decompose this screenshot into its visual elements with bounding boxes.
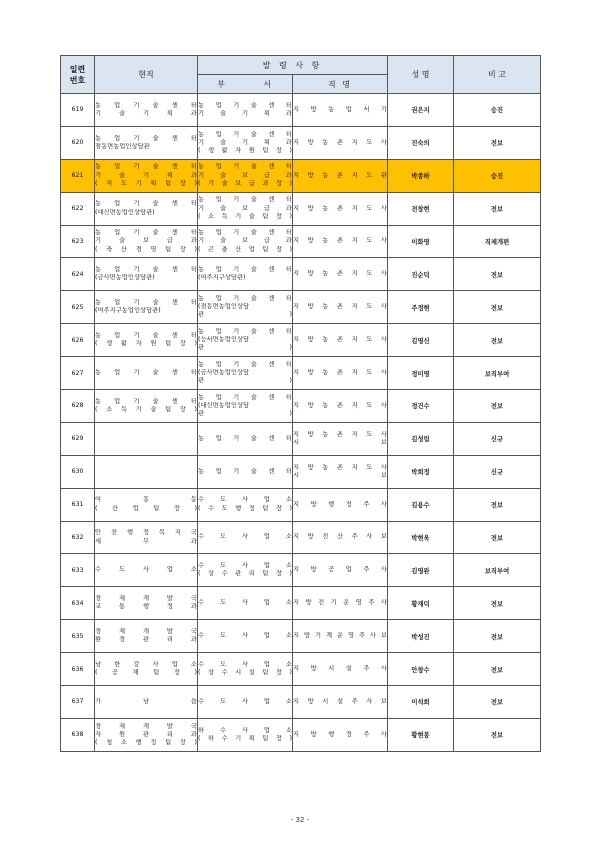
position-line: 지 방 농 촌 지 도 사 — [293, 368, 388, 376]
current-line: ( 공 재 팀 장 ) — [95, 669, 197, 677]
dept-line: 관 ) — [198, 410, 292, 418]
serial-no-cell: 635 — [61, 620, 95, 653]
current-line: ( 축 산 경 영 팀 장 ) — [95, 245, 197, 253]
position-line: 지 방 농 업 서 기 — [293, 105, 388, 113]
person-name-cell: 박종하 — [388, 159, 454, 192]
note-cell: 전보 — [454, 620, 541, 653]
current-post-cell — [95, 225, 198, 258]
table-row — [61, 620, 541, 653]
position-line: 지 방 시 설 주 사 보 — [293, 697, 388, 705]
current-post-cell — [95, 718, 198, 751]
current-post-cell — [95, 390, 198, 423]
dept-line: ( 상 수 관 리 팀 장 ) — [198, 570, 292, 578]
dept-line: ( 상 수 시 설 팀 장 ) — [198, 669, 292, 677]
new-department-cell — [198, 159, 293, 192]
table-row — [61, 718, 541, 751]
current-post-cell — [95, 159, 198, 192]
person-name-cell: 김용수 — [388, 488, 454, 521]
dept-line: 농 업 기 술 센 터 — [198, 295, 292, 303]
serial-no-cell: 634 — [61, 587, 95, 620]
new-department-cell — [198, 291, 293, 324]
current-line: (여주지구농업인상담관) — [95, 307, 161, 315]
serial-no-cell: 636 — [61, 653, 95, 686]
current-line: 교 통 행 정 과 — [95, 603, 197, 611]
serial-no-cell: 623 — [61, 225, 95, 258]
current-post-cell — [95, 554, 198, 587]
person-name-cell: 김성림 — [388, 422, 454, 455]
serial-no-cell: 630 — [61, 455, 95, 488]
current-line: 농 업 기 술 센 터 — [95, 332, 197, 339]
current-post-cell — [95, 653, 198, 686]
dept-line: 관 ) — [198, 344, 292, 352]
position-cell — [293, 225, 388, 258]
current-line: 점동면농업인상담관 — [95, 142, 150, 150]
note-cell: 전보 — [454, 324, 541, 357]
position-cell — [293, 521, 388, 554]
header-position: 직 명 — [293, 75, 388, 94]
position-line: 시 보 — [293, 471, 388, 479]
serial-no-cell: 626 — [61, 324, 95, 357]
position-line: 지 방 농 촌 지 도 사 — [293, 336, 388, 344]
header-serial-no: 일련 번호 — [61, 56, 95, 94]
position-cell — [293, 192, 388, 225]
dept-line: 기 술 기 획 과 — [198, 138, 292, 146]
current-line: 경 제 개 발 국 — [95, 722, 197, 730]
position-line: 지 방 농 촌 지 도 사 — [293, 401, 388, 409]
table-row — [61, 488, 541, 521]
current-line: ( 산 업 팀 장 ) — [95, 504, 197, 512]
note-cell: 전보 — [454, 258, 541, 291]
position-cell — [293, 390, 388, 423]
current-post-cell — [95, 620, 198, 653]
position-cell — [293, 488, 388, 521]
current-post-cell — [95, 357, 198, 390]
dept-line: ( 곤 충 산 업 팀 장 ) — [198, 245, 292, 253]
current-line: 기 술 기 획 과 — [95, 171, 197, 179]
position-line: 시 보 — [293, 438, 388, 446]
current-post-cell — [95, 291, 198, 324]
current-line: 기 술 보 급 과 — [95, 237, 197, 245]
new-department-cell — [198, 258, 293, 291]
dept-line: 수 도 사 업 소 — [198, 562, 292, 570]
table-row — [61, 126, 541, 159]
position-line: 지 방 농 촌 지 도 사 — [293, 138, 388, 146]
current-line: 농 업 기 술 센 터 — [95, 200, 197, 208]
position-line: 지 방 행 정 주 사 — [293, 500, 388, 508]
table-row — [61, 225, 541, 258]
person-name-cell: 박희정 — [388, 455, 454, 488]
person-name-cell: 진숙의 — [388, 126, 454, 159]
position-line: 지 방 농 촌 지 도 사 — [293, 430, 388, 438]
serial-no-cell: 624 — [61, 258, 95, 291]
new-department-cell — [198, 192, 293, 225]
person-name-cell: 김영완 — [388, 554, 454, 587]
dept-line: 수 도 사 업 소 — [198, 599, 292, 607]
position-cell — [293, 686, 388, 719]
current-line: ( 청 소 행 정 팀 장 ) — [95, 738, 197, 746]
table-row — [61, 159, 541, 192]
dept-line: 수 도 사 업 소 — [198, 533, 292, 541]
current-line: 남 한 강 사 업 소 — [95, 660, 197, 668]
dept-line: 기 술 보 급 과 — [198, 204, 292, 212]
dept-line: 기 술 보 급 과 — [198, 237, 292, 245]
note-cell: 전보 — [454, 521, 541, 554]
table-row — [61, 455, 541, 488]
dept-line: (대신면농업인상담 — [198, 401, 250, 409]
dept-line: 농 업 기 술 센 터 — [198, 163, 292, 171]
current-post-cell — [95, 488, 198, 521]
position-cell — [293, 159, 388, 192]
serial-no-cell: 621 — [61, 159, 95, 192]
table-row — [61, 357, 541, 390]
current-line: 농 업 기 술 센 터 — [95, 368, 197, 376]
dept-line: 하 수 사 업 소 — [198, 726, 292, 734]
current-line: (대신면농업인상담관) — [95, 208, 155, 216]
position-line: 지 방 농 촌 지 도 사 — [293, 237, 388, 245]
person-name-cell: 박현욱 — [388, 521, 454, 554]
position-cell — [293, 455, 388, 488]
dept-line: (여주지구상담관) — [198, 274, 246, 282]
table-row — [61, 192, 541, 225]
current-line: ( 생 활 자 원 팀 장 ) — [95, 340, 197, 348]
current-line: 자 원 관 리 과 — [95, 730, 197, 738]
current-line: 경 제 개 발 국 — [95, 628, 197, 636]
position-line: 지 방 전 산 주 사 보 — [293, 533, 388, 541]
current-post-cell — [95, 455, 198, 488]
current-post-cell — [95, 587, 198, 620]
header-name: 성 명 — [388, 56, 454, 94]
dept-line: 농 업 기 술 센 터 — [198, 360, 292, 368]
new-department-cell — [198, 455, 293, 488]
person-name-cell: 김영신 — [388, 324, 454, 357]
position-line: 지 방 농 촌 지 도 관 — [293, 171, 388, 179]
current-post-cell — [95, 94, 198, 127]
current-line: 농 업 기 술 센 터 — [95, 229, 197, 237]
note-cell: 직제개편 — [454, 225, 541, 258]
person-name-cell: 이석희 — [388, 686, 454, 719]
current-post-cell — [95, 192, 198, 225]
current-line: 환 경 관 리 과 — [95, 636, 197, 644]
table-row — [61, 653, 541, 686]
person-name-cell: 안창수 — [388, 653, 454, 686]
new-department-cell — [198, 488, 293, 521]
new-department-cell — [198, 587, 293, 620]
person-name-cell: 권은지 — [388, 94, 454, 127]
table-row — [61, 587, 541, 620]
table-row — [61, 521, 541, 554]
serial-no-cell: 637 — [61, 686, 95, 719]
new-department-cell — [198, 324, 293, 357]
serial-no-cell: 631 — [61, 488, 95, 521]
new-department-cell — [198, 554, 293, 587]
table-row — [61, 686, 541, 719]
current-line: 농 업 기 술 센 터 — [95, 397, 197, 405]
serial-no-cell: 622 — [61, 192, 95, 225]
current-post-cell — [95, 686, 198, 719]
header-current-post: 현직 — [95, 56, 198, 94]
position-cell — [293, 718, 388, 751]
note-cell: 전보 — [454, 686, 541, 719]
position-line: 지 방 시 설 주 사 — [293, 665, 388, 672]
dept-line: 농 업 기 술 센 터 — [198, 467, 292, 475]
serial-no-cell: 620 — [61, 126, 95, 159]
table-row — [61, 390, 541, 423]
current-line: 농 업 기 술 센 터 — [95, 266, 197, 274]
dept-line: 기 술 기 획 과 — [198, 109, 292, 117]
table-row — [61, 422, 541, 455]
current-line: 여 흥 동 — [95, 496, 197, 504]
note-cell: 전보 — [454, 192, 541, 225]
dept-line: 수 도 사 업 소 — [198, 697, 292, 705]
new-department-cell — [198, 94, 293, 127]
dept-line: (금사면농업인상담 — [198, 368, 250, 376]
current-post-cell — [95, 422, 198, 455]
page-number: - 32 - — [290, 816, 310, 824]
position-cell — [293, 653, 388, 686]
new-department-cell — [198, 390, 293, 423]
position-cell — [293, 291, 388, 324]
position-line: 지 방 농 촌 지 도 사 — [293, 270, 388, 278]
current-line: 농 업 기 술 센 터 — [95, 163, 197, 171]
dept-line: 농 업 기 술 센 터 — [198, 130, 292, 138]
person-name-cell: 전창현 — [388, 192, 454, 225]
dept-line: ( 수 도 행 정 팀 장 ) — [198, 504, 292, 512]
note-cell: 승진 — [454, 94, 541, 127]
dept-line: ( 하 수 기 획 팀 장 ) — [198, 734, 292, 742]
position-line: 지 방 농 촌 지 도 사 — [293, 463, 388, 471]
current-line: 경 제 개 발 국 — [95, 595, 197, 603]
current-line: (금사면농업인상담관) — [95, 274, 155, 282]
current-line: 농 업 기 술 센 터 — [95, 299, 197, 307]
note-cell: 전보 — [454, 718, 541, 751]
note-cell: 보직부여 — [454, 357, 541, 390]
personnel-appointment-table — [60, 55, 541, 752]
position-line: 지 방 농 촌 지 도 사 — [293, 303, 388, 311]
table-row — [61, 94, 541, 127]
note-cell: 보직부여 — [454, 554, 541, 587]
person-name-cell: 정미영 — [388, 357, 454, 390]
position-cell — [293, 587, 388, 620]
new-department-cell — [198, 357, 293, 390]
current-post-cell — [95, 521, 198, 554]
dept-line: (능서면농업인상담 — [198, 336, 250, 344]
dept-line: 수 도 사 업 소 — [198, 496, 292, 504]
position-cell — [293, 422, 388, 455]
person-name-cell: 황현봉 — [388, 718, 454, 751]
table-body — [61, 94, 541, 752]
current-line: 안 전 행 정 복 지 국 — [95, 529, 197, 537]
dept-line: 농 업 기 술 센 터 — [198, 101, 292, 109]
serial-no-cell: 628 — [61, 390, 95, 423]
serial-no-cell: 629 — [61, 422, 95, 455]
serial-no-cell: 633 — [61, 554, 95, 587]
person-name-cell: 이화영 — [388, 225, 454, 258]
table-row — [61, 554, 541, 587]
note-cell: 승진 — [454, 159, 541, 192]
position-cell — [293, 324, 388, 357]
current-post-cell — [95, 258, 198, 291]
table-row — [61, 324, 541, 357]
header-department: 부 서 — [198, 75, 293, 94]
position-line: 지 방 농 촌 지 도 사 — [293, 204, 388, 212]
new-department-cell — [198, 422, 293, 455]
dept-line: 농 업 기 술 센 터 — [198, 229, 292, 237]
dept-line: ( 소 득 기 술 팀 장 ) — [198, 212, 292, 220]
new-department-cell — [198, 653, 293, 686]
current-line: ( 지 도 기 획 팀 장 ) — [95, 179, 197, 187]
note-cell: 전보 — [454, 653, 541, 686]
serial-no-cell: 632 — [61, 521, 95, 554]
serial-no-cell: 619 — [61, 94, 95, 127]
dept-line: (점동면농업인상담 — [198, 303, 250, 311]
table-row — [61, 291, 541, 324]
serial-no-cell: 627 — [61, 357, 95, 390]
position-cell — [293, 126, 388, 159]
position-line: 지 방 공 업 주 사 — [293, 566, 388, 574]
new-department-cell — [198, 620, 293, 653]
header-note: 비 고 — [454, 56, 541, 94]
dept-line: 기 술 보 급 과 — [198, 171, 292, 179]
table-row — [61, 258, 541, 291]
current-post-cell — [95, 126, 198, 159]
note-cell: 신규 — [454, 455, 541, 488]
dept-line: ( 기 술 보 급 과 장 ) — [198, 179, 292, 187]
position-line: 지 방 행 정 주 사 — [293, 730, 388, 738]
current-post-cell — [95, 324, 198, 357]
person-name-cell: 황재덕 — [388, 587, 454, 620]
person-name-cell: 정건수 — [388, 390, 454, 423]
note-cell: 전보 — [454, 390, 541, 423]
current-line: 기 술 기 획 과 — [95, 109, 197, 117]
person-name-cell: 주정현 — [388, 291, 454, 324]
new-department-cell — [198, 225, 293, 258]
note-cell: 신규 — [454, 422, 541, 455]
current-line: 수 도 사 업 소 — [95, 566, 197, 574]
dept-line: 농 업 기 술 센 터 — [198, 196, 292, 204]
dept-line: 농 업 기 술 센 터 — [198, 327, 292, 335]
note-cell: 전보 — [454, 126, 541, 159]
position-cell — [293, 620, 388, 653]
serial-no-cell: 625 — [61, 291, 95, 324]
person-name-cell: 진순덕 — [388, 258, 454, 291]
dept-line: 수 도 사 업 소 — [198, 660, 292, 668]
note-cell: 전보 — [454, 587, 541, 620]
serial-no-cell: 638 — [61, 718, 95, 751]
header-appointment: 발 령 사 항 — [198, 56, 388, 75]
new-department-cell — [198, 126, 293, 159]
new-department-cell — [198, 686, 293, 719]
current-line: ( 소 득 기 술 팀 장 ) — [95, 405, 197, 413]
current-line: 농 업 기 술 센 터 — [95, 101, 197, 109]
person-name-cell: 박성진 — [388, 620, 454, 653]
dept-line: 관 ) — [198, 377, 292, 385]
dept-line: 관 ) — [198, 311, 292, 319]
new-department-cell — [198, 718, 293, 751]
current-line: 농 업 기 술 센 터 — [95, 134, 197, 142]
note-cell: 전보 — [454, 488, 541, 521]
dept-line: 농 업 기 술 센 터 — [198, 434, 292, 442]
position-cell — [293, 554, 388, 587]
position-cell — [293, 94, 388, 127]
current-line: 세 무 과 — [95, 537, 197, 545]
dept-line: 농 업 기 술 센 터 — [198, 393, 292, 401]
dept-line: ( 생 활 자 원 팀 장 ) — [198, 146, 292, 154]
position-line: 지 방 기 계 운 영 주 사 보 — [293, 632, 388, 640]
current-line: 가 남 읍 — [95, 697, 197, 705]
dept-line: 수 도 사 업 소 — [198, 632, 292, 640]
new-department-cell — [198, 521, 293, 554]
position-line: 지 방 전 기 운 영 주 사 — [293, 599, 388, 607]
dept-line: 농 업 기 술 센 터 — [198, 266, 292, 274]
position-cell — [293, 258, 388, 291]
note-cell: 전보 — [454, 291, 541, 324]
position-cell — [293, 357, 388, 390]
